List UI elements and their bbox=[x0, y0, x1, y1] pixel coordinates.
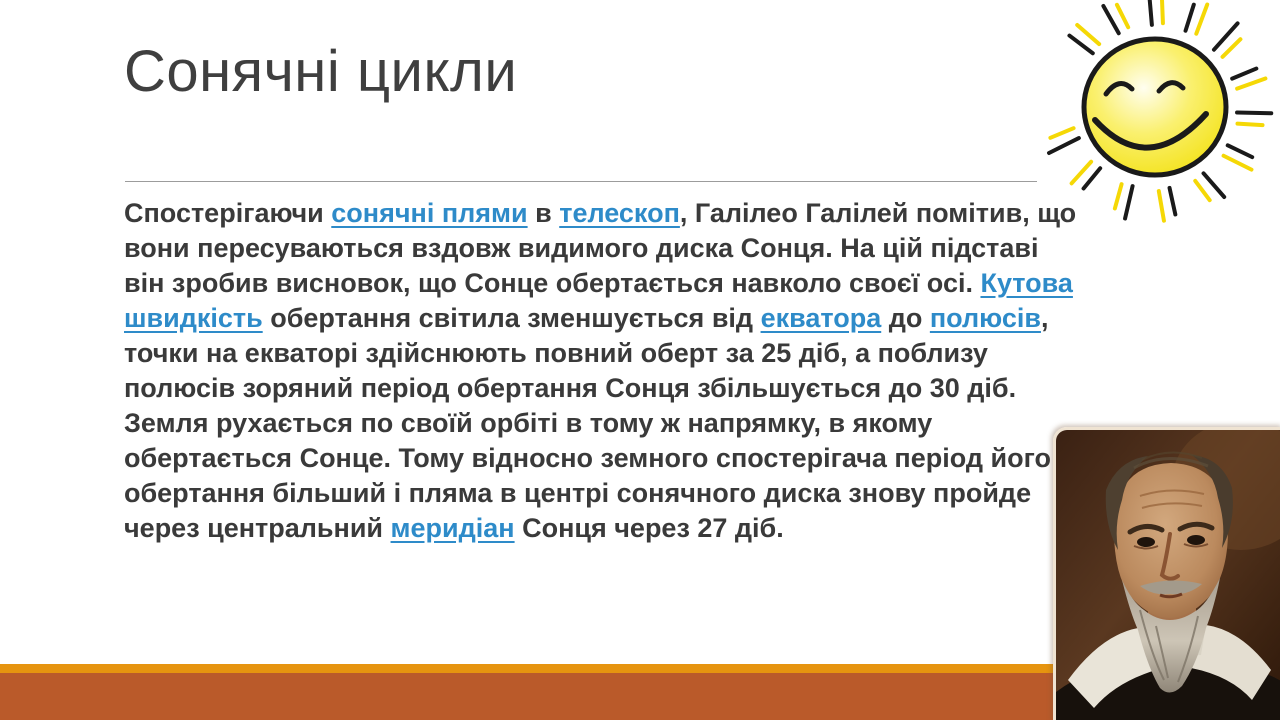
text-segment: через центральний bbox=[124, 513, 391, 543]
sun-svg bbox=[1018, 0, 1280, 236]
text-segment: вони пересуваються вздовж видимого диска Сонця. На цій підставі bbox=[124, 233, 1039, 263]
text-line bbox=[124, 231, 1076, 266]
hyperlink[interactable]: екватора bbox=[760, 303, 882, 333]
text-segment: до bbox=[881, 303, 930, 333]
hyperlink[interactable]: сонячні плями bbox=[331, 198, 528, 228]
text-line bbox=[124, 511, 1076, 546]
text-line bbox=[124, 301, 1076, 336]
body-text bbox=[124, 196, 1076, 546]
galileo-svg bbox=[1056, 430, 1280, 720]
text-segment: обертання більший і пляма в центрі сонячного диска знову пройде bbox=[124, 478, 1032, 508]
hyperlink[interactable]: швидкість bbox=[124, 303, 263, 333]
hyperlink[interactable]: телескоп bbox=[559, 198, 680, 228]
text-segment: обертання світила зменшується від bbox=[262, 303, 761, 333]
galileo-portrait-image bbox=[1053, 427, 1280, 720]
slide-title: Сонячні цикли bbox=[124, 39, 518, 104]
sun-face bbox=[1084, 39, 1226, 175]
text-line bbox=[124, 371, 1076, 406]
text-segment: , bbox=[1040, 303, 1049, 333]
hyperlink[interactable]: полюсів bbox=[929, 303, 1041, 333]
text-segment: він зробив висновок, що Сонце обертається навколо своєї осі. bbox=[124, 268, 981, 298]
text-segment: в bbox=[527, 198, 560, 228]
text-line bbox=[124, 336, 1076, 371]
text-line bbox=[124, 441, 1076, 476]
text-segment: , Галілео Галілей помітив, що bbox=[679, 198, 1077, 228]
text-line bbox=[124, 406, 1076, 441]
text-segment: Земля рухається по своїй орбіті в тому ж напрямку, в якому bbox=[124, 408, 933, 438]
text-line bbox=[124, 476, 1076, 511]
text-segment: Спостерігаючи bbox=[124, 198, 332, 228]
text-line bbox=[124, 266, 1076, 301]
text-segment: полюсів зоряний період обертання Сонця збільшується до 30 діб. bbox=[124, 373, 1017, 403]
text-segment: точки на екваторі здійснюють повний оберт за 25 діб, а поблизу bbox=[124, 338, 988, 368]
title-divider bbox=[125, 181, 1037, 182]
text-segment: обертається Сонце. Тому відносно земного спостерігача період його bbox=[124, 443, 1051, 473]
text-line bbox=[124, 196, 1076, 231]
hyperlink[interactable]: меридіан bbox=[390, 513, 515, 543]
sun-clipart-image bbox=[1018, 0, 1280, 236]
hyperlink[interactable]: Кутова bbox=[980, 268, 1073, 298]
text-segment: Сонця через 27 діб. bbox=[514, 513, 784, 543]
